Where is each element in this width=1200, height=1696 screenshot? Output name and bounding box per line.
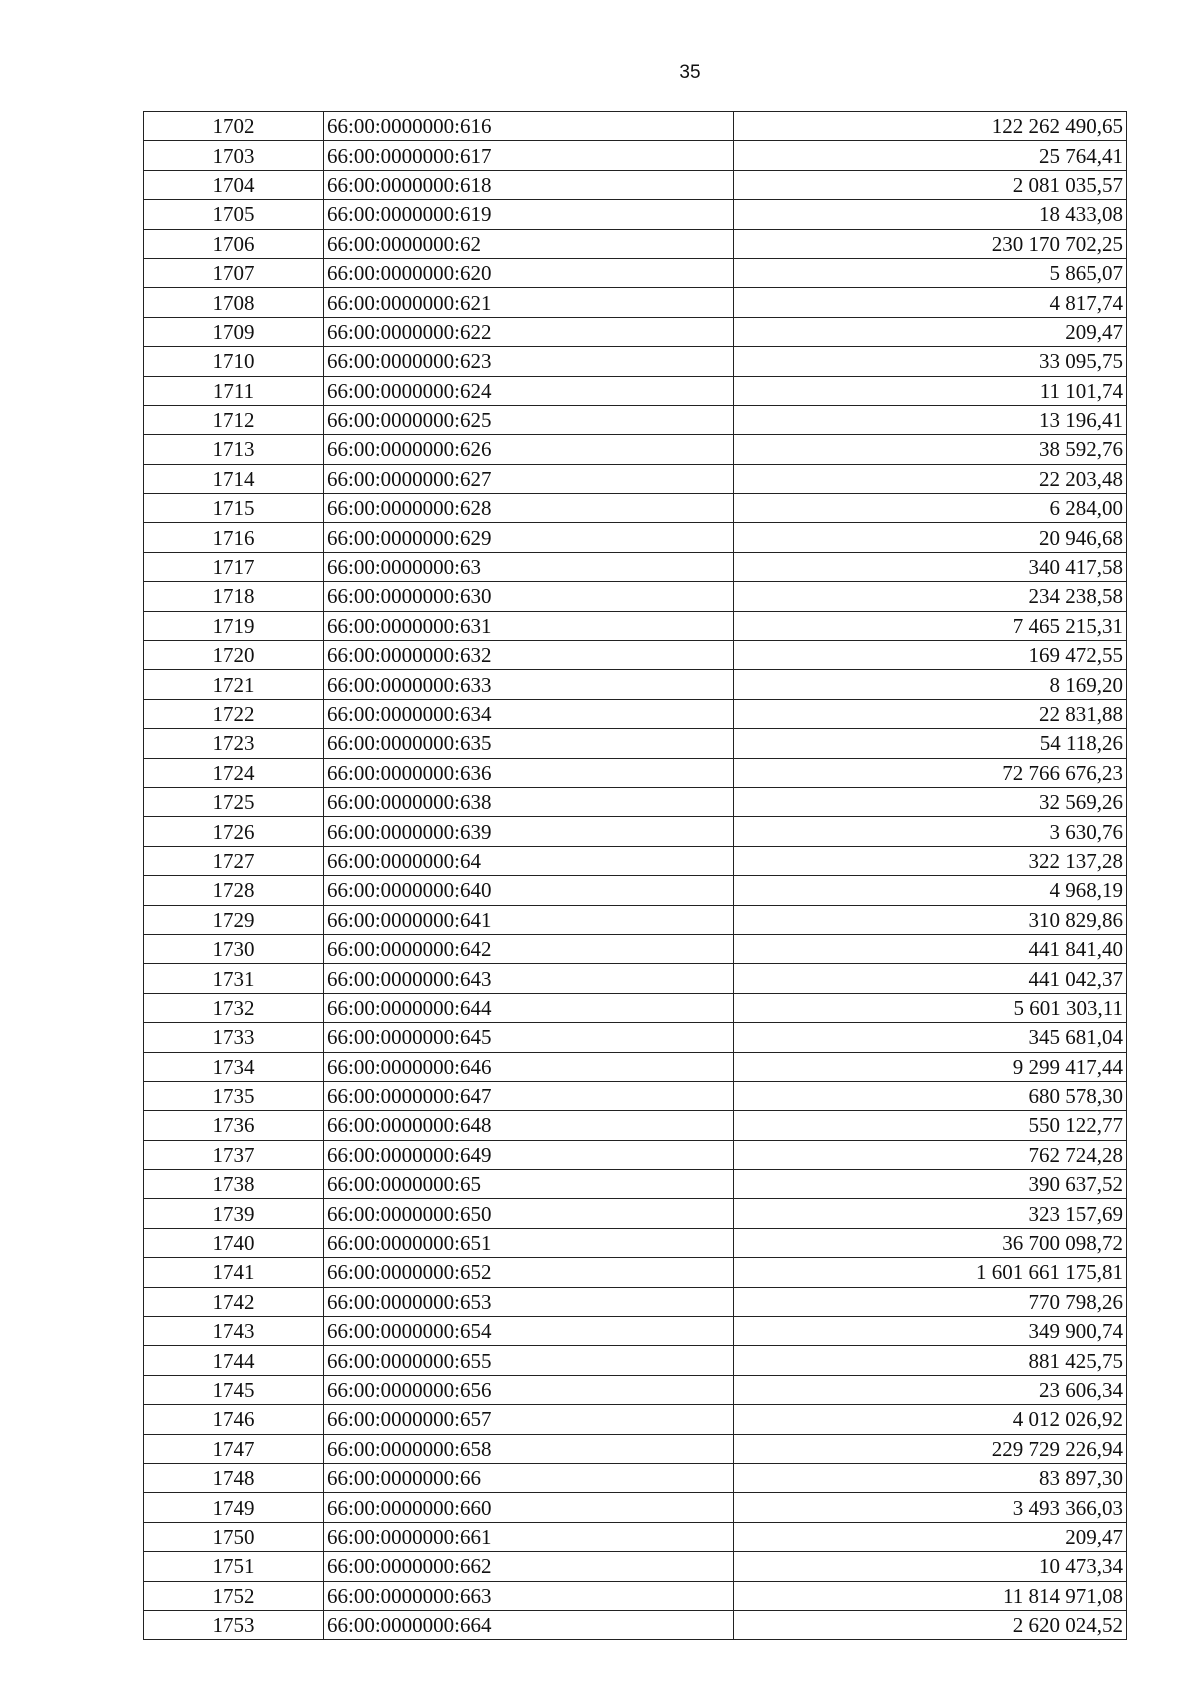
cadastral-value-cell: 11 101,74 [734, 376, 1127, 405]
table-row [144, 1111, 1127, 1140]
cadastral-value-cell: 550 122,77 [734, 1111, 1127, 1140]
cadastral-value-cell: 2 081 035,57 [734, 170, 1127, 199]
cadastral-value-cell: 322 137,28 [734, 846, 1127, 875]
row-number-cell: 1714 [144, 464, 324, 493]
row-number-cell: 1750 [144, 1522, 324, 1551]
cadastral-value-cell: 345 681,04 [734, 1023, 1127, 1052]
cadastral-value-cell: 770 798,26 [734, 1287, 1127, 1316]
table-row [144, 258, 1127, 287]
table-row [144, 1228, 1127, 1257]
cadastral-number-cell: 66:00:0000000:62 [324, 229, 734, 258]
row-number-cell: 1707 [144, 258, 324, 287]
cadastral-number-cell: 66:00:0000000:617 [324, 141, 734, 170]
cadastral-value-cell: 22 203,48 [734, 464, 1127, 493]
cadastral-value-cell: 349 900,74 [734, 1317, 1127, 1346]
row-number-cell: 1753 [144, 1610, 324, 1639]
row-number-cell: 1708 [144, 288, 324, 317]
cadastral-value-cell: 36 700 098,72 [734, 1228, 1127, 1257]
cadastral-number-cell: 66:00:0000000:652 [324, 1258, 734, 1287]
cadastral-number-cell: 66:00:0000000:631 [324, 611, 734, 640]
row-number-cell: 1752 [144, 1581, 324, 1610]
row-number-cell: 1729 [144, 905, 324, 934]
table-row [144, 1287, 1127, 1316]
cadastral-value-cell: 18 433,08 [734, 200, 1127, 229]
cadastral-number-cell: 66:00:0000000:647 [324, 1081, 734, 1110]
row-number-cell: 1709 [144, 317, 324, 346]
cadastral-number-cell: 66:00:0000000:64 [324, 846, 734, 875]
row-number-cell: 1703 [144, 141, 324, 170]
table-row [144, 993, 1127, 1022]
table-row [144, 934, 1127, 963]
row-number-cell: 1719 [144, 611, 324, 640]
row-number-cell: 1722 [144, 699, 324, 728]
table-row [144, 1199, 1127, 1228]
row-number-cell: 1718 [144, 582, 324, 611]
table-row [144, 1463, 1127, 1492]
row-number-cell: 1704 [144, 170, 324, 199]
cadastral-number-cell: 66:00:0000000:619 [324, 200, 734, 229]
cadastral-number-cell: 66:00:0000000:655 [324, 1346, 734, 1375]
cadastral-value-cell: 20 946,68 [734, 523, 1127, 552]
cadastral-number-cell: 66:00:0000000:640 [324, 876, 734, 905]
cadastral-value-cell: 209,47 [734, 1522, 1127, 1551]
cadastral-number-cell: 66:00:0000000:656 [324, 1375, 734, 1404]
table-row [144, 347, 1127, 376]
cadastral-value-cell: 441 042,37 [734, 964, 1127, 993]
table-row [144, 787, 1127, 816]
table-row [144, 964, 1127, 993]
row-number-cell: 1706 [144, 229, 324, 258]
table-row [144, 229, 1127, 258]
row-number-cell: 1737 [144, 1140, 324, 1169]
table-row [144, 905, 1127, 934]
cadastral-number-cell: 66:00:0000000:620 [324, 258, 734, 287]
cadastral-value-cell: 8 169,20 [734, 670, 1127, 699]
cadastral-value-cell: 234 238,58 [734, 582, 1127, 611]
cadastral-value-cell: 5 865,07 [734, 258, 1127, 287]
row-number-cell: 1745 [144, 1375, 324, 1404]
cadastral-value-cell: 13 196,41 [734, 405, 1127, 434]
cadastral-value-cell: 3 493 366,03 [734, 1493, 1127, 1522]
cadastral-number-cell: 66:00:0000000:642 [324, 934, 734, 963]
cadastral-value-cell: 122 262 490,65 [734, 112, 1127, 141]
cadastral-number-cell: 66:00:0000000:662 [324, 1552, 734, 1581]
row-number-cell: 1721 [144, 670, 324, 699]
cadastral-number-cell: 66:00:0000000:649 [324, 1140, 734, 1169]
table-row [144, 317, 1127, 346]
row-number-cell: 1744 [144, 1346, 324, 1375]
cadastral-number-cell: 66:00:0000000:623 [324, 347, 734, 376]
cadastral-value-cell: 7 465 215,31 [734, 611, 1127, 640]
table-row [144, 1052, 1127, 1081]
cadastral-number-cell: 66:00:0000000:626 [324, 435, 734, 464]
table-row [144, 758, 1127, 787]
row-number-cell: 1738 [144, 1170, 324, 1199]
cadastral-number-cell: 66:00:0000000:638 [324, 787, 734, 816]
table-row [144, 1493, 1127, 1522]
cadastral-value-cell: 4 817,74 [734, 288, 1127, 317]
cadastral-value-cell: 23 606,34 [734, 1375, 1127, 1404]
cadastral-number-cell: 66:00:0000000:65 [324, 1170, 734, 1199]
cadastral-value-cell: 4 012 026,92 [734, 1405, 1127, 1434]
cadastral-number-cell: 66:00:0000000:664 [324, 1610, 734, 1639]
cadastral-number-cell: 66:00:0000000:658 [324, 1434, 734, 1463]
table-body [144, 112, 1127, 1640]
cadastral-number-cell: 66:00:0000000:639 [324, 817, 734, 846]
cadastral-number-cell: 66:00:0000000:622 [324, 317, 734, 346]
cadastral-value-cell: 33 095,75 [734, 347, 1127, 376]
table-row [144, 1610, 1127, 1639]
table-row [144, 376, 1127, 405]
cadastral-value-cell: 881 425,75 [734, 1346, 1127, 1375]
cadastral-number-cell: 66:00:0000000:661 [324, 1522, 734, 1551]
cadastral-value-cell: 229 729 226,94 [734, 1434, 1127, 1463]
cadastral-number-cell: 66:00:0000000:654 [324, 1317, 734, 1346]
cadastral-number-cell: 66:00:0000000:650 [324, 1199, 734, 1228]
cadastral-number-cell: 66:00:0000000:646 [324, 1052, 734, 1081]
cadastral-value-cell: 5 601 303,11 [734, 993, 1127, 1022]
row-number-cell: 1742 [144, 1287, 324, 1316]
table-row [144, 1581, 1127, 1610]
row-number-cell: 1725 [144, 787, 324, 816]
cadastral-value-cell: 3 630,76 [734, 817, 1127, 846]
cadastral-value-cell: 83 897,30 [734, 1463, 1127, 1492]
table-row [144, 1140, 1127, 1169]
table-row [144, 523, 1127, 552]
row-number-cell: 1713 [144, 435, 324, 464]
table-row [144, 1346, 1127, 1375]
cadastral-value-cell: 54 118,26 [734, 729, 1127, 758]
table-row [144, 1023, 1127, 1052]
table-row [144, 582, 1127, 611]
cadastral-number-cell: 66:00:0000000:634 [324, 699, 734, 728]
table-row [144, 170, 1127, 199]
row-number-cell: 1741 [144, 1258, 324, 1287]
cadastral-number-cell: 66:00:0000000:641 [324, 905, 734, 934]
cadastral-number-cell: 66:00:0000000:625 [324, 405, 734, 434]
row-number-cell: 1734 [144, 1052, 324, 1081]
table-row [144, 1258, 1127, 1287]
cadastral-number-cell: 66:00:0000000:616 [324, 112, 734, 141]
cadastral-number-cell: 66:00:0000000:621 [324, 288, 734, 317]
table-row [144, 494, 1127, 523]
table-row [144, 552, 1127, 581]
cadastral-value-cell: 4 968,19 [734, 876, 1127, 905]
table-row [144, 200, 1127, 229]
row-number-cell: 1733 [144, 1023, 324, 1052]
row-number-cell: 1705 [144, 200, 324, 229]
table-row [144, 670, 1127, 699]
row-number-cell: 1739 [144, 1199, 324, 1228]
row-number-cell: 1723 [144, 729, 324, 758]
cadastral-value-cell: 340 417,58 [734, 552, 1127, 581]
table-row [144, 846, 1127, 875]
cadastral-number-cell: 66:00:0000000:628 [324, 494, 734, 523]
cadastral-value-cell: 680 578,30 [734, 1081, 1127, 1110]
cadastral-number-cell: 66:00:0000000:629 [324, 523, 734, 552]
row-number-cell: 1743 [144, 1317, 324, 1346]
row-number-cell: 1716 [144, 523, 324, 552]
cadastral-value-cell: 25 764,41 [734, 141, 1127, 170]
table-row [144, 1434, 1127, 1463]
row-number-cell: 1746 [144, 1405, 324, 1434]
row-number-cell: 1740 [144, 1228, 324, 1257]
row-number-cell: 1711 [144, 376, 324, 405]
row-number-cell: 1717 [144, 552, 324, 581]
cadastral-number-cell: 66:00:0000000:660 [324, 1493, 734, 1522]
row-number-cell: 1732 [144, 993, 324, 1022]
row-number-cell: 1702 [144, 112, 324, 141]
cadastral-value-cell: 762 724,28 [734, 1140, 1127, 1169]
cadastral-number-cell: 66:00:0000000:644 [324, 993, 734, 1022]
cadastral-value-cell: 230 170 702,25 [734, 229, 1127, 258]
row-number-cell: 1715 [144, 494, 324, 523]
cadastral-value-cell: 6 284,00 [734, 494, 1127, 523]
cadastral-number-cell: 66:00:0000000:633 [324, 670, 734, 699]
cadastral-value-cell: 390 637,52 [734, 1170, 1127, 1199]
cadastral-value-cell: 310 829,86 [734, 905, 1127, 934]
cadastral-number-cell: 66:00:0000000:663 [324, 1581, 734, 1610]
cadastral-number-cell: 66:00:0000000:630 [324, 582, 734, 611]
row-number-cell: 1727 [144, 846, 324, 875]
cadastral-number-cell: 66:00:0000000:632 [324, 641, 734, 670]
row-number-cell: 1730 [144, 934, 324, 963]
table-row [144, 641, 1127, 670]
table-row [144, 464, 1127, 493]
table-row [144, 405, 1127, 434]
cadastral-value-cell: 169 472,55 [734, 641, 1127, 670]
cadastral-number-cell: 66:00:0000000:648 [324, 1111, 734, 1140]
table-row [144, 611, 1127, 640]
cadastral-value-cell: 209,47 [734, 317, 1127, 346]
cadastral-value-cell: 72 766 676,23 [734, 758, 1127, 787]
table-row [144, 729, 1127, 758]
table-row [144, 1405, 1127, 1434]
table-row [144, 1552, 1127, 1581]
table-row [144, 1375, 1127, 1404]
row-number-cell: 1748 [144, 1463, 324, 1492]
row-number-cell: 1720 [144, 641, 324, 670]
table-row [144, 876, 1127, 905]
row-number-cell: 1749 [144, 1493, 324, 1522]
cadastral-value-cell: 1 601 661 175,81 [734, 1258, 1127, 1287]
cadastral-number-cell: 66:00:0000000:63 [324, 552, 734, 581]
table-row [144, 141, 1127, 170]
table-row [144, 1170, 1127, 1199]
table-row [144, 1522, 1127, 1551]
cadastral-number-cell: 66:00:0000000:624 [324, 376, 734, 405]
row-number-cell: 1728 [144, 876, 324, 905]
table-row [144, 1317, 1127, 1346]
cadastral-value-cell: 441 841,40 [734, 934, 1127, 963]
row-number-cell: 1751 [144, 1552, 324, 1581]
row-number-cell: 1710 [144, 347, 324, 376]
row-number-cell: 1747 [144, 1434, 324, 1463]
cadastral-value-cell: 323 157,69 [734, 1199, 1127, 1228]
cadastral-number-cell: 66:00:0000000:653 [324, 1287, 734, 1316]
cadastral-number-cell: 66:00:0000000:645 [324, 1023, 734, 1052]
cadastral-number-cell: 66:00:0000000:66 [324, 1463, 734, 1492]
table-row [144, 699, 1127, 728]
cadastral-number-cell: 66:00:0000000:643 [324, 964, 734, 993]
table-row [144, 1081, 1127, 1110]
cadastral-value-cell: 32 569,26 [734, 787, 1127, 816]
row-number-cell: 1726 [144, 817, 324, 846]
table-row [144, 288, 1127, 317]
cadastral-value-cell: 22 831,88 [734, 699, 1127, 728]
cadastral-number-cell: 66:00:0000000:627 [324, 464, 734, 493]
cadastral-value-cell: 2 620 024,52 [734, 1610, 1127, 1639]
cadastral-value-cell: 9 299 417,44 [734, 1052, 1127, 1081]
cadastral-value-cell: 10 473,34 [734, 1552, 1127, 1581]
row-number-cell: 1712 [144, 405, 324, 434]
row-number-cell: 1731 [144, 964, 324, 993]
table-row [144, 817, 1127, 846]
cadastral-number-cell: 66:00:0000000:651 [324, 1228, 734, 1257]
cadastral-number-cell: 66:00:0000000:618 [324, 170, 734, 199]
table-row [144, 435, 1127, 464]
cadastral-value-cell: 11 814 971,08 [734, 1581, 1127, 1610]
cadastral-number-cell: 66:00:0000000:635 [324, 729, 734, 758]
row-number-cell: 1735 [144, 1081, 324, 1110]
page-number: 35 [679, 62, 701, 83]
cadastral-number-cell: 66:00:0000000:636 [324, 758, 734, 787]
row-number-cell: 1724 [144, 758, 324, 787]
table-row [144, 112, 1127, 141]
cadastral-value-cell: 38 592,76 [734, 435, 1127, 464]
cadastral-number-cell: 66:00:0000000:657 [324, 1405, 734, 1434]
row-number-cell: 1736 [144, 1111, 324, 1140]
cadastral-value-table [143, 111, 1127, 1640]
